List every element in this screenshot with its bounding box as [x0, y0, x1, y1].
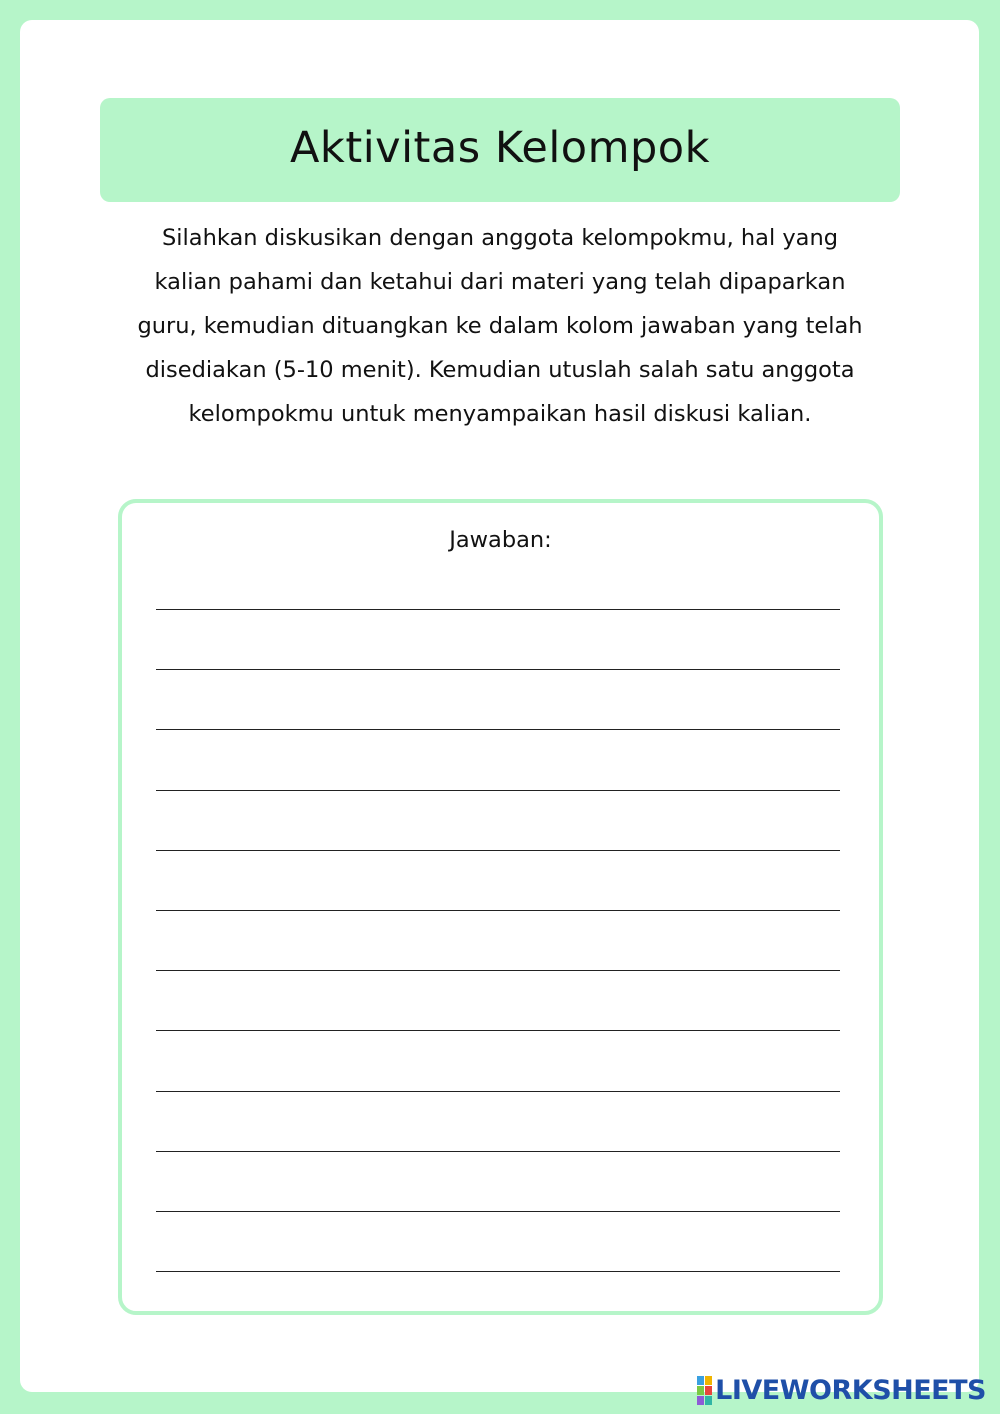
page-title: Aktivitas Kelompok: [290, 123, 710, 173]
instruction-line: Silahkan diskusikan dengan anggota kelompokmu, hal yang: [162, 225, 838, 251]
answer-line: [156, 910, 840, 911]
answer-line: [156, 850, 840, 851]
instruction-line: kalian pahami dan ketahui dari materi yang telah dipaparkan: [154, 269, 846, 295]
answer-line: [156, 1211, 840, 1212]
answer-line: [156, 970, 840, 971]
answer-box[interactable]: [118, 499, 883, 1315]
answer-line: [156, 1091, 840, 1092]
liveworksheets-icon: [697, 1376, 712, 1405]
answer-line: [156, 1030, 840, 1031]
answer-line: [156, 1151, 840, 1152]
answer-label: Jawaban:: [449, 527, 552, 553]
worksheet-page: [20, 20, 979, 1392]
instruction-line: disediakan (5-10 menit). Kemudian utuslah salah satu anggota: [145, 357, 855, 383]
title-banner: [100, 98, 900, 202]
instruction-line: kelompokmu untuk menyampaikan hasil diskusi kalian.: [188, 401, 812, 427]
answer-line: [156, 669, 840, 670]
brand-text: LIVEWORKSHEETS: [715, 1375, 986, 1406]
answer-line: [156, 729, 840, 730]
liveworksheets-logo: [697, 1375, 986, 1406]
answer-line: [156, 1271, 840, 1272]
answer-line: [156, 609, 840, 610]
answer-line: [156, 790, 840, 791]
instructions-paragraph: [100, 216, 900, 436]
instruction-line: guru, kemudian dituangkan ke dalam kolom jawaban yang telah: [137, 313, 863, 339]
